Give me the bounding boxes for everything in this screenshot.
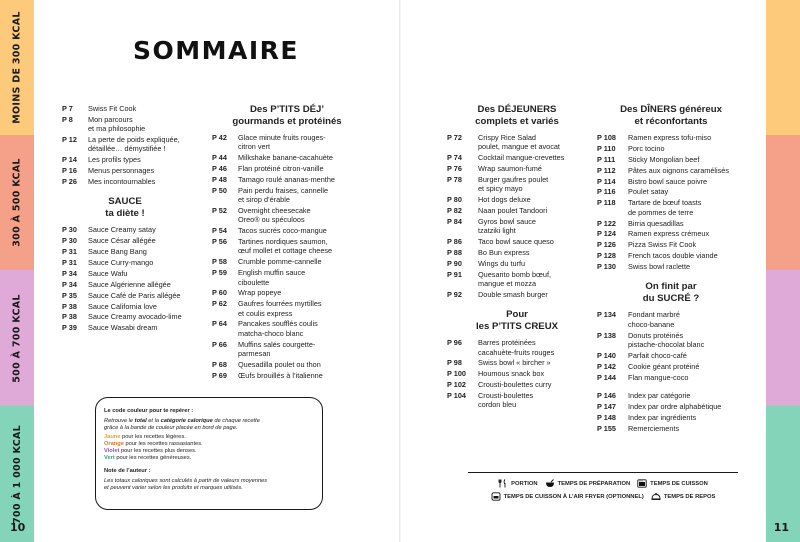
toc-entry-label: Taco bowl sauce queso <box>478 237 554 247</box>
toc-page-number: P 52 <box>212 206 227 216</box>
toc-entry-label: Double smash burger <box>478 289 548 299</box>
toc-entry <box>62 104 188 113</box>
toc-page-number: P 98 <box>447 358 462 368</box>
toc-page-number: P 96 <box>447 338 462 348</box>
toc-entry <box>597 240 745 249</box>
toc-page-number: P 74 <box>447 153 462 163</box>
toc-entry <box>447 248 587 257</box>
note-violet-text: pour les recettes plus denses. <box>119 448 197 455</box>
toc-entry <box>597 144 745 153</box>
toc-page-number: P 76 <box>447 164 462 174</box>
toc-column-ptits-dej <box>212 104 362 382</box>
toc-entry <box>447 369 587 378</box>
toc-entry-label: Sauce César allégée <box>88 236 156 246</box>
toc-entry <box>212 257 362 266</box>
note-intro-c: et la <box>146 418 161 425</box>
toc-entry-label: Sauce Creamy avocado-lime <box>88 312 182 322</box>
toc-entry <box>447 391 587 410</box>
toc-entry <box>597 331 745 350</box>
toc-entry <box>597 155 745 164</box>
toc-entry-label: Wrap popeye <box>238 288 282 298</box>
toc-entry-label: Tartare de bœuf toasts de pommes de terre <box>628 198 702 217</box>
band-label-300-500: 300 À 500 KCAL <box>11 158 23 247</box>
toc-page-number: P 66 <box>212 339 227 349</box>
toc-entry <box>62 323 188 332</box>
toc-entry-label: Swiss bowl « bircher » <box>478 358 551 368</box>
band-label-700-1000: 700 À 1 000 KCAL <box>11 424 23 524</box>
page-number-right: 11 <box>773 521 789 534</box>
note-vert-line <box>104 455 313 462</box>
toc-page-number: P 100 <box>447 369 466 379</box>
toc-entry-label: Tacos sucrés coco-mangue <box>238 226 327 236</box>
toc-entry-label: Cookie géant protéiné <box>628 361 700 371</box>
toc-entry-label: English muffin sauce ciboulette <box>238 268 306 287</box>
legend-portion-label: PORTION <box>511 480 538 487</box>
toc-entry-label: Sauce Algérienne allégée <box>88 279 171 289</box>
toc-page-number: P 82 <box>447 206 462 216</box>
toc-entry-label: Muffins salés courgette- parmesan <box>238 339 316 358</box>
toc-entry <box>212 268 362 287</box>
legend-airfryer <box>491 492 644 501</box>
toc-page-number: P 56 <box>212 237 227 247</box>
toc-entry <box>597 373 745 382</box>
cloche-icon <box>651 492 661 501</box>
toc-entry <box>62 302 188 311</box>
toc-entry <box>212 299 362 318</box>
toc-entry <box>447 259 587 268</box>
note-heading: Le code couleur pour te repérer : <box>104 408 194 414</box>
toc-entry <box>212 226 362 235</box>
toc-entry-label: Birria quesadillas <box>628 218 684 228</box>
legend-cuisson-label: TEMPS DE CUISSON <box>650 480 708 487</box>
toc-page-number: P 144 <box>597 372 616 382</box>
toc-entry <box>447 195 587 204</box>
toc-entry <box>447 175 587 194</box>
page-title: SOMMAIRE <box>133 36 299 65</box>
toc-page-number: P 91 <box>447 269 462 279</box>
toc-entry-label: Gyros bowl sauce tzatziki light <box>478 216 536 236</box>
toc-entry-label: Mes incontournables <box>88 177 156 187</box>
note-jaune: Jaune <box>104 433 121 440</box>
toc-entry-label: Gaufres fourrées myrtilles et coulis express <box>238 299 322 318</box>
toc-page-number: P 84 <box>447 216 462 226</box>
section-title-diners: Des DÎNERS généreux et réconfortants <box>620 104 722 127</box>
band-label-500-700: 500 À 700 KCAL <box>11 293 23 383</box>
toc-entry-label: Index par ordre alphabétique <box>628 402 722 412</box>
toc-entry <box>447 380 587 389</box>
toc-page-number: P 38 <box>62 312 77 322</box>
toc-entry <box>62 225 188 234</box>
note-intro-categorie: catégorie calorique <box>160 418 213 425</box>
toc-page-number: P 30 <box>62 225 77 235</box>
note-violet-line <box>104 448 313 455</box>
band-right-500-700 <box>766 270 800 406</box>
toc-entry-label: Ramen express tofu-miso <box>628 133 712 142</box>
toc-column-intro <box>62 104 188 334</box>
toc-entry <box>212 360 362 369</box>
section-title-sauce: SAUCE ta diète ! <box>105 196 145 219</box>
toc-entry-label: Houmous snack box <box>478 369 545 379</box>
note-jaune-line <box>104 434 313 441</box>
toc-column-diners <box>597 104 745 435</box>
legend-repos <box>651 492 716 501</box>
toc-entry <box>597 391 745 400</box>
toc-entry <box>447 133 587 152</box>
toc-page-number: P 69 <box>212 370 227 380</box>
toc-entry-label: Donuts protéinés pistache-chocolat blanc <box>628 330 705 349</box>
toc-entry-label: Swiss bowl raclette <box>628 262 691 272</box>
toc-page-number: P 111 <box>597 154 616 164</box>
toc-page-number: P 130 <box>597 262 616 272</box>
toc-entry <box>212 288 362 297</box>
toc-entry <box>597 177 745 186</box>
toc-entry-label: Tamago roulé ananas-menthe <box>238 174 335 184</box>
toc-page-number: P 140 <box>597 350 616 360</box>
toc-entry <box>447 290 587 299</box>
note-intro-total: total <box>134 418 147 425</box>
toc-page-number: P 147 <box>597 402 616 412</box>
toc-entry-label: Pain perdu fraises, cannelle et sirop d’érable <box>238 185 329 205</box>
toc-entry <box>447 358 587 367</box>
note-intro-a: Retrouve le <box>104 418 135 425</box>
toc-entry-label: Bo Bun express <box>478 248 530 258</box>
toc-page-number: P 16 <box>62 166 77 176</box>
toc-entry-label: Hot dogs deluxe <box>478 195 531 205</box>
toc-entry <box>597 133 745 142</box>
page-number-left: 10 <box>10 521 26 534</box>
toc-entry <box>212 175 362 184</box>
toc-entry <box>597 229 745 238</box>
toc-entry-label: Sauce Café de Paris allégée <box>88 290 181 300</box>
toc-entry-label: Crumble pomme-cannelle <box>238 257 322 267</box>
toc-entry-label: Menus personnages <box>88 166 155 176</box>
toc-entry-label: Crousti-boulettes curry <box>478 380 552 390</box>
toc-entry <box>597 262 745 271</box>
toc-entry <box>447 270 587 289</box>
toc-entry-label: Quesadilla poulet ou thon <box>238 359 321 369</box>
note-intro-e: de chaque recette grâce à la bande de couleur placée en bord de page. <box>104 418 260 432</box>
toc-entry-label: Sticky Mongolian beef <box>628 154 700 164</box>
note-vert-text: pour les recettes généreuses. <box>114 455 192 462</box>
toc-entry-label: Flan protéiné citron-vanille <box>238 164 324 174</box>
toc-entry <box>447 164 587 173</box>
toc-page-number: P 142 <box>597 361 616 371</box>
toc-entry-label: Crousti-boulettes cordon bleu <box>478 391 534 410</box>
legend-repos-label: TEMPS DE REPOS <box>663 493 716 500</box>
toc-entry <box>597 251 745 260</box>
toc-entry-label: Remerciements <box>628 424 680 434</box>
toc-page-number: P 90 <box>447 258 462 268</box>
toc-page-number: P 12 <box>62 135 77 145</box>
air-fryer-icon <box>491 492 501 501</box>
toc-entry <box>62 155 188 164</box>
legend-prep <box>545 479 631 488</box>
toc-entry-label: Les profils types <box>88 155 141 165</box>
toc-page-number: P 128 <box>597 251 616 261</box>
toc-page-number: P 58 <box>212 257 227 267</box>
toc-entry <box>212 319 362 338</box>
toc-entry <box>62 258 188 267</box>
toc-entry-label: French tacos double viande <box>628 251 718 261</box>
toc-page-number: P 42 <box>212 133 227 142</box>
toc-page-number: P 46 <box>212 164 227 174</box>
toc-entry <box>597 198 745 217</box>
toc-entry-label: Porc tocino <box>628 143 665 153</box>
toc-entry <box>447 338 587 357</box>
legend-portion <box>498 479 537 488</box>
toc-page-number: P 72 <box>447 133 462 142</box>
section-title-dejeuners: Des DÉJEUNERS complets et variés <box>475 104 559 127</box>
toc-page-number: P 31 <box>62 247 77 257</box>
toc-page-number: P 116 <box>597 187 616 197</box>
toc-entry-label: Sauce Wafu <box>88 268 128 278</box>
toc-page-number: P 134 <box>597 310 616 320</box>
toc-entry-label: Parfait choco-café <box>628 350 687 360</box>
toc-entry-label: Overnight cheesecake Oreo® ou spéculoos <box>238 206 311 225</box>
toc-page-number: P 118 <box>597 198 616 208</box>
toc-entry-label: Index par catégorie <box>628 391 691 401</box>
toc-entry-label: Sauce Wasabi dream <box>88 323 158 333</box>
toc-entry-label: Milkshake banane-cacahuète <box>238 153 333 163</box>
toc-entry <box>62 177 188 186</box>
toc-page-number: P 34 <box>62 279 77 289</box>
toc-page-number: P 86 <box>447 237 462 247</box>
legend-prep-label: TEMPS DE PRÉPARATION <box>557 480 631 487</box>
toc-page-number: P 108 <box>597 133 616 142</box>
note-author-text: Les totaux caloriques sont calculés à partir de valeurs moyennes et peuvent varier selon les produits et marques utilisés. <box>104 477 268 491</box>
toc-entry <box>447 153 587 162</box>
note-author-heading: Note de l’auteur : <box>104 468 151 475</box>
toc-page-number: P 78 <box>447 174 462 184</box>
toc-entry <box>597 413 745 422</box>
toc-entry-label: Poulet satay <box>628 187 669 197</box>
toc-entry-label: Cocktail mangue-crevettes <box>478 153 565 163</box>
band-right-300-500 <box>766 135 800 270</box>
toc-entry <box>597 166 745 175</box>
toc-entry <box>62 280 188 289</box>
toc-entry-label: Pizza Swiss Fit Cook <box>628 240 697 250</box>
toc-entry-label: Œufs brouillés à l’italienne <box>238 370 323 380</box>
toc-entry-label: Swiss Fit Cook <box>88 104 137 113</box>
toc-entry-label: Wrap saumon-fumé <box>478 164 542 174</box>
toc-entry <box>62 236 188 245</box>
toc-entry-label: Pâtes aux oignons caramélisés <box>628 165 729 175</box>
toc-entry-label: Barres protéinées cacahuète-fruits rouges <box>478 338 555 357</box>
toc-entry <box>62 291 188 300</box>
toc-page-number: P 62 <box>212 299 227 309</box>
section-title-ptits-dej: Des P’TITS DÉJ’ gourmands et protéinés <box>232 104 342 127</box>
toc-column-dejeuners <box>447 104 587 411</box>
toc-entry <box>597 187 745 196</box>
toc-entry <box>212 153 362 162</box>
toc-page-number: P 8 <box>62 114 73 124</box>
toc-entry <box>62 312 188 321</box>
toc-entry-label: Wings du turfu <box>478 258 526 268</box>
toc-entry <box>597 219 745 228</box>
toc-entry <box>597 362 745 371</box>
toc-page-number: P 80 <box>447 195 462 205</box>
band-label-moins-300: MOINS DE 300 KCAL <box>11 11 23 124</box>
toc-entry <box>62 166 188 175</box>
band-right-moins-300 <box>766 0 800 135</box>
toc-entry-label: Burger gaufres poulet et spicy mayo <box>478 174 549 194</box>
toc-entry <box>212 133 362 152</box>
toc-entry-label: Naan poulet Tandoori <box>478 206 548 216</box>
toc-page-number: P 44 <box>212 153 227 163</box>
toc-page-number: P 35 <box>62 290 77 300</box>
note-violet: Violet <box>104 448 120 455</box>
note-vert: Vert <box>104 455 115 462</box>
toc-entry-label: Ramen express crémeux <box>628 229 710 239</box>
toc-entry <box>447 237 587 246</box>
section-title-sucre: On finit par du SUCRÉ ? <box>642 281 700 304</box>
toc-page-number: P 39 <box>62 323 77 333</box>
toc-entry <box>62 247 188 256</box>
toc-entry <box>62 135 188 154</box>
toc-entry-label: Mon parcours et ma philosophie <box>88 114 146 134</box>
toc-entry <box>212 186 362 205</box>
toc-page-number: P 59 <box>212 268 227 278</box>
toc-entry <box>62 115 188 134</box>
toc-entry <box>212 237 362 256</box>
toc-page-number: P 138 <box>597 330 616 340</box>
fork-knife-icon <box>498 479 508 488</box>
toc-page-number: P 38 <box>62 301 77 311</box>
toc-page-number: P 7 <box>62 104 73 113</box>
toc-entry-label: Crispy Rice Salad poulet, mangue et avocat <box>478 133 560 152</box>
toc-entry <box>597 402 745 411</box>
note-orange-text: pour les recettes rassasiantes. <box>123 440 203 447</box>
toc-entry-label: Index par ingrédients <box>628 413 697 423</box>
toc-entry-label: Tartines nordiques saumon, œuf mollet et cottage cheese <box>238 237 333 256</box>
note-orange-line <box>104 441 313 448</box>
toc-page-number: P 148 <box>597 413 616 423</box>
toc-entry-label: Sauce Bang Bang <box>88 247 147 257</box>
toc-entry <box>447 206 587 215</box>
toc-page-number: P 102 <box>447 380 466 390</box>
note-jaune-text: pour les recettes légères. <box>120 433 186 440</box>
toc-entry-label: Sauce Curry-mango <box>88 258 154 268</box>
toc-page-number: P 126 <box>597 240 616 250</box>
toc-page-number: P 50 <box>212 185 227 195</box>
toc-page-number: P 64 <box>212 319 227 329</box>
toc-page-number: P 68 <box>212 359 227 369</box>
toc-page-number: P 122 <box>597 218 616 228</box>
toc-entry-label: La perte de poids expliquée, détaillée… démystifiée ! <box>88 135 180 154</box>
toc-entry-label: Quesarito bomb bœuf, mangue et mozza <box>478 269 552 289</box>
toc-page-number: P 110 <box>597 143 616 153</box>
section-title-ptits-creux: Pour les P’TITS CREUX <box>475 309 559 332</box>
pictogram-legend <box>468 472 738 505</box>
toc-page-number: P 31 <box>62 258 77 268</box>
toc-entry <box>212 371 362 380</box>
toc-entry-label: Pancakes soufflés coulis matcha-choco blanc <box>238 319 318 338</box>
toc-page-number: P 54 <box>212 226 227 236</box>
bowl-icon <box>545 479 555 488</box>
toc-page-number: P 155 <box>597 424 616 434</box>
toc-page-number: P 26 <box>62 177 77 187</box>
legend-cuisson <box>637 479 708 488</box>
toc-page-number: P 88 <box>447 248 462 258</box>
toc-entry <box>212 206 362 225</box>
toc-entry <box>62 269 188 278</box>
note-intro <box>104 418 313 432</box>
toc-entry <box>447 217 587 236</box>
toc-page-number: P 146 <box>597 391 616 401</box>
toc-page-number: P 124 <box>597 229 616 239</box>
color-code-note <box>95 397 323 510</box>
toc-page-number: P 14 <box>62 155 77 165</box>
toc-entry-label: Sauce California love <box>88 301 157 311</box>
toc-page-number: P 48 <box>212 174 227 184</box>
toc-entry <box>597 351 745 360</box>
toc-entry-label: Flan mangue-coco <box>628 372 689 382</box>
toc-page-number: P 112 <box>597 165 616 175</box>
toc-entry-label: Fondant marbré choco-banane <box>628 310 680 329</box>
toc-page-number: P 34 <box>62 268 77 278</box>
oven-icon <box>637 479 647 488</box>
toc-entry-label: Sauce Creamy satay <box>88 225 156 235</box>
toc-entry <box>597 424 745 433</box>
toc-page-number: P 92 <box>447 289 462 299</box>
toc-entry-label: Glace minute fruits rouges- citron vert <box>238 133 326 152</box>
note-orange: Orange <box>104 440 124 447</box>
toc-page-number: P 114 <box>597 176 616 186</box>
toc-entry-label: Bistro bowl sauce poivre <box>628 176 708 186</box>
toc-page-number: P 30 <box>62 236 77 246</box>
toc-entry <box>212 164 362 173</box>
toc-page-number: P 60 <box>212 288 227 298</box>
toc-entry <box>212 340 362 359</box>
legend-airfryer-label: TEMPS DE CUISSON À L’AIR FRYER (OPTIONNEL) <box>503 493 644 500</box>
toc-entry <box>597 310 745 329</box>
book-spine <box>399 0 401 542</box>
toc-page-number: P 104 <box>447 391 466 401</box>
